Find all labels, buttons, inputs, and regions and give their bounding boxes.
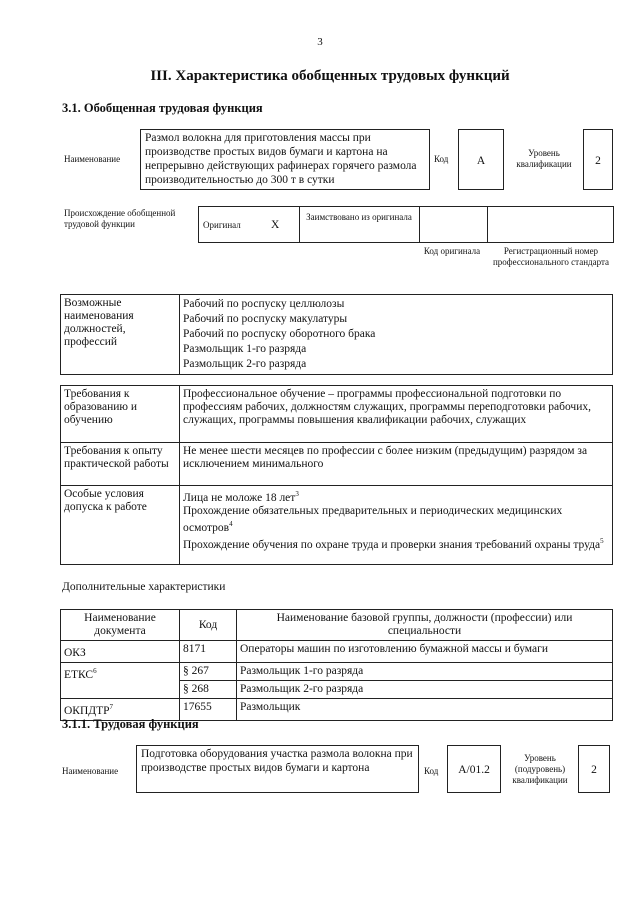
tf-code-label: Код [424, 766, 439, 776]
additional-table [60, 609, 613, 721]
header-code: Код [180, 610, 237, 641]
tf-code-value: A/01.2 [447, 745, 501, 793]
gtf-name-label: Наименование [64, 154, 121, 164]
gtf-name-value: Размол волокна для приготовления массы при производстве простых видов бумаги и картона на непрерывно действующих рафинерах горячего размола производительностью до 300 т в сутки [140, 129, 430, 190]
divider [487, 207, 488, 242]
table-row: ЕТКС$^6$ § 267 Размольщик 1-го разряда [61, 662, 613, 680]
origin-table [198, 206, 614, 243]
table-row: ОКПДТР$^7$ 17655 Размольщик [61, 698, 613, 720]
special-list [180, 486, 613, 565]
gtf-level-label: Уровень квалификации [516, 148, 572, 169]
education-label: Требования к образованию и обучению [61, 386, 180, 443]
requirements-table [60, 385, 613, 565]
tf-name-value: Подготовка оборудования участка размола волокна при производстве простых видов бумаги и картона [136, 745, 419, 793]
borrowed-label: Заимствовано из оригинала [306, 212, 412, 222]
special-label: Особые условия допуска к работе [61, 486, 180, 565]
positions-list [180, 295, 613, 375]
position-item: Рабочий по роспуску целлюлозы [183, 298, 345, 310]
origin-label: Происхождение обобщенной трудовой функции [64, 208, 176, 229]
special-item: Прохождение обучения по охране труда и проверки знания требований охраны труда$^5$ [183, 536, 604, 551]
divider [299, 207, 300, 242]
tf-level-label: Уровень (подуровень) квалификации [512, 753, 568, 785]
origin-code-caption: Код оригинала [423, 246, 481, 256]
origin-reg-caption: Регистрационный номер профессионального стандарта [492, 246, 610, 267]
header-name: Наименование базовой группы, должности (профессии) или специальности [237, 610, 613, 641]
gtf-heading: 3.1. Обобщенная трудовая функция [62, 101, 263, 115]
education-value: Профессиональное обучение – программы профессиональной подготовки по профессиям рабочих, должностям служащих, программы переподготовки рабочих, служащих, программы повышения квалификации рабочих, служащих [180, 386, 613, 443]
header-doc: Наименование документа [61, 610, 180, 641]
table-row: ОКЗ 8171 Операторы машин по изготовлению бумажной массы и бумаги [61, 641, 613, 663]
tf-level-value: 2 [578, 745, 610, 793]
gtf-code-label: Код [434, 154, 449, 164]
positions-label: Возможные наименования должностей, профессий [61, 295, 180, 375]
special-item: Лица не моложе 18 лет$^3$ [183, 490, 299, 504]
position-item: Рабочий по роспуску оборотного брака [183, 328, 376, 340]
position-item: Размольщик 1-го разряда [183, 343, 307, 355]
section-title: III. Характеристика обобщенных трудовых функций [150, 68, 510, 84]
position-item: Размольщик 2-го разряда [183, 358, 307, 370]
table-row: § 268 Размольщик 2-го разряда [61, 680, 613, 698]
gtf-code-value: А [458, 129, 504, 190]
experience-value: Не менее шести месяцев по профессии с более низким (предыдущим) разрядом за исключением минимального [180, 443, 613, 486]
positions-table [60, 294, 613, 375]
original-mark: X [271, 219, 280, 231]
divider [419, 207, 420, 242]
gtf-level-value: 2 [583, 129, 613, 190]
tf-name-label: Наименование [62, 766, 119, 776]
experience-label: Требования к опыту практической работы [61, 443, 180, 486]
additional-heading: Дополнительные характеристики [62, 581, 226, 593]
tf-heading: 3.1.1. Трудовая функция [62, 717, 199, 731]
special-item: Прохождение обязательных предварительных и периодических медицинских осмотров$^4$ [183, 504, 563, 534]
page-number: 3 [317, 36, 323, 48]
position-item: Рабочий по роспуску макулатуры [183, 313, 348, 325]
original-label: Оригинал [203, 220, 241, 230]
